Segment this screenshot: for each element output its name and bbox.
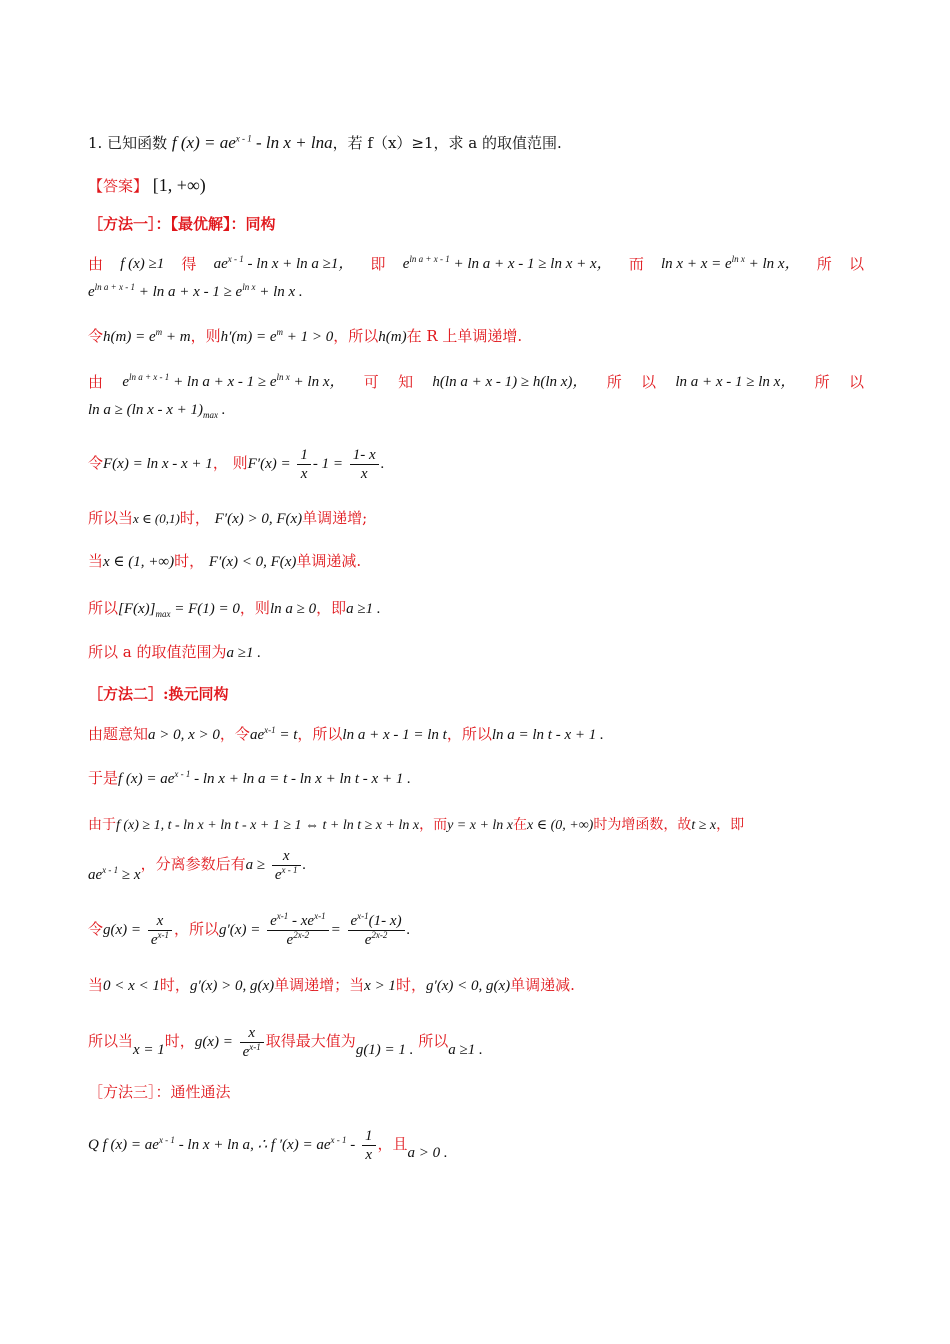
- fraction-g-prime: $\frac{e^{x-1} - xe^{x-1}}{e^{2x-2}}$: [267, 912, 328, 949]
- method2-line3: 由于f (x) ≥ 1, t - ln x + ln t - x + 1 ≥ 1 ⇔ t + ln t ≥ x + ln x，而y = x + ln x在x ∈ (0, +∞)时为增函数，故t ≥ x，即: [88, 817, 745, 833]
- answer-line: [88, 174, 864, 197]
- method2-line6: 当0 < x < 1时，g′(x) > 0, g(x)单调递增；当x > 1时，g′(x) < 0, g(x)单调递减.: [88, 976, 575, 994]
- fraction-one-over-x-m3: $\frac{1}{x}$: [362, 1127, 376, 1164]
- method1-line7: 所以当x ∈ (0,1)时， F′(x) > 0, F(x)单调递增;: [88, 509, 368, 527]
- fraction-g: $\frac{x}{e^{x-1}}$: [148, 912, 172, 949]
- method2-line2: 于是f $(x) = ae^{x - 1} - \ln x + \ln a = t - \ln x + \ln t - x + 1$ .: [88, 769, 411, 787]
- fraction-g-max: $\frac{x}{e^{x-1}}$: [240, 1024, 264, 1061]
- method1-line1: 由 f (x) ≥1 得 $ae^{x - 1} - \ln x + \ln a \ge 1$， 即 $e^{ln a + x - 1} + \ln a + x - 1 \ge \ln x + x$， 而 $\ln x + x = e^{ln x} + \ln x$， 所 以: [88, 254, 864, 273]
- problem-number: 1.: [88, 134, 103, 152]
- problem-statement: 1. 已知函数 f $(x) = ae^{x - 1} - \ln x + \ln a$，若 f（x）≥1，求 a 的取值范围.: [88, 133, 562, 152]
- method3-heading: ［方法三］：通性通法: [88, 1083, 231, 1101]
- fraction-x-over-exp: $\frac{x}{e^{x - 1}}$: [272, 847, 301, 884]
- fraction-one-over-x: $\frac{1}{x}$: [297, 446, 311, 483]
- method1-line5: ln a ≥ (ln $x - x + 1)_{max}$ .: [88, 402, 226, 420]
- fraction-g-prime-simplified: $\frac{e^{x-1}(1- x)}{e^{2x-2}}$: [348, 912, 405, 949]
- method1-line3: 令$h(m) = e^m + m$，则$h'(m) = e^m + 1 > 0$，所以h(m)在 R 上单调递增.: [88, 327, 523, 345]
- method2-line1: 由题意知a > 0, x > 0，令$ae^{x-1} = t$，所以ln a + x - 1 = ln t，所以ln a = ln t - x + 1 .: [88, 725, 604, 743]
- method1-line4: 由 $e^{ln a + x - 1} + \ln a + x - 1 \ge e^{ln x} + \ln x$， 可 知 h(ln a + x - 1) ≥ h(ln x)， 所 以 ln a + x - 1 ≥ ln x， 所 以: [88, 372, 864, 391]
- method2-heading: ［方法二］:换元同构: [88, 685, 229, 703]
- method1-line8: 当x ∈ (1, +∞)时， F′(x) < 0, F(x)单调递减.: [88, 552, 362, 570]
- method3-line1: Q f $(x) = ae^{x - 1} - \ln x + \ln a$, ∴ f $'(x) = ae^{x - 1}$ - $\frac{1}{x}$ ，且a > 0 .: [88, 1127, 448, 1163]
- method2-line5: 令g(x) = $\frac{x}{e^{x-1}}$ ，所以g′(x) = $\frac{e^{x-1} - xe^{x-1}}{e^{2x-2}}$ = $\frac{e^{x-1}(1- x)}{e^{2x-2}}$ .: [88, 910, 411, 948]
- answer-value: [1, +∞): [152, 175, 206, 195]
- fraction-one-minus-x-over-x: $\frac{1- x}{x}$: [350, 446, 379, 483]
- method2-line7: 所以当x = 1时，g(x) = $\frac{x}{e^{x-1}}$ 取得最大值为g(1) = 1 . 所以a ≥1 .: [88, 1024, 483, 1060]
- method1-line2: $e^{ln a + x - 1} + \ln a + x - 1 \ge e^{ln x} + \ln x$ .: [88, 282, 303, 300]
- method1-line9: 所以$[F(x)]_{max} = F(1) = 0$，则ln a ≥ 0，即a ≥1 .: [88, 599, 381, 619]
- answer-label: 【答案】: [88, 177, 149, 195]
- function-definition: f $(x) = ae^{x - 1} - \ln x + \ln a$: [171, 133, 333, 152]
- method1-line10: 所以 a 的取值范围为a ≥1 .: [88, 643, 261, 661]
- method1-heading: ［方法一］：【最优解】：同构: [88, 215, 276, 233]
- method2-line4: $ae^{x - 1} \ge x$，分离参数后有a ≥ $\frac{x}{e^{x - 1}}$ .: [88, 847, 307, 883]
- method1-line6: 令F(x) = ln x - x + 1， 则F′(x) = $\frac{1}{x}$ - 1 = $\frac{1- x}{x}$ .: [88, 446, 385, 482]
